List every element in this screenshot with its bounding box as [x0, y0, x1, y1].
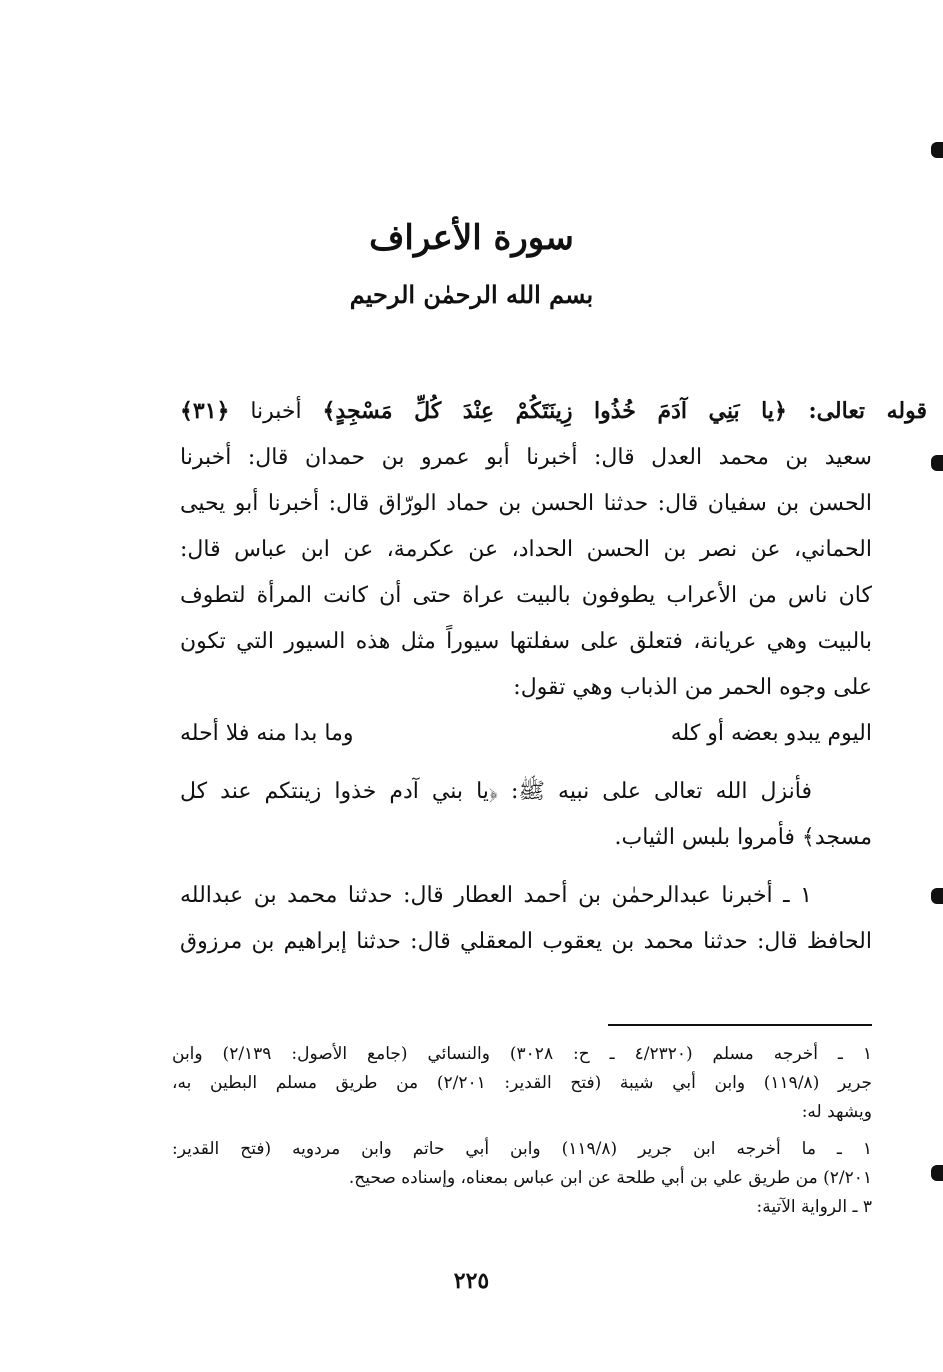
poem-verse: [180, 711, 872, 757]
body-line: الحسن بن سفيان قال: حدثنا الحسن بن حماد الورّاق قال: أخبرنا أبو يحيى: [180, 491, 872, 516]
verse-line: [180, 388, 927, 435]
body-line: سعيد بن محمد العدل قال: أخبرنا أبو عمرو بن حمدان قال: أخبرنا: [180, 445, 872, 470]
body-line: الحماني، عن نصر بن الحسن الحداد، عن عكرمة، عن ابن عباس قال:: [180, 537, 872, 562]
verse-rest: أخبرنا: [250, 399, 323, 424]
margin-mark: [931, 888, 943, 904]
footnote-line: ١ ـ ما أخرجه ابن جرير (١١٩/٨) وابن أبي حاتم وابن مردويه (فتح القدير:: [172, 1139, 873, 1159]
footnote-line: ويشهد له:: [801, 1102, 872, 1122]
footnotes: [172, 1040, 872, 1222]
hadith-line: الحافظ قال: حدثنا محمد بن يعقوب المعقلي قال: حدثنا إبراهيم بن مرزوق: [180, 929, 872, 954]
verse-intro: قوله تعالى:: [786, 398, 927, 424]
surah-title: سورة الأعراف: [369, 218, 574, 258]
poem-second-hemistich: وما بدا منه فلا أحله: [180, 721, 354, 746]
margin-mark: [931, 142, 943, 158]
basmala: بسم الله الرحمٰن الرحيم: [349, 280, 594, 309]
margin-mark: [931, 1165, 943, 1181]
page-number: ٢٢٥: [453, 1268, 490, 1294]
poem-first-hemistich: اليوم يبدو بعضه أو كله: [670, 721, 872, 746]
revelation-line: فأنزل الله تعالى على نبيه ﷺ: ﴿يا بني آدم خذوا زينتكم عند كل: [180, 779, 812, 804]
footnote-line: ٣ ـ الرواية الآتية:: [756, 1197, 872, 1217]
revelation-line: مسجد﴾ فأمروا بلبس الثياب.: [614, 825, 872, 850]
main-text: [180, 388, 927, 965]
body-line: على وجوه الحمر من الذباب وهي تقول:: [513, 675, 872, 700]
hadith-line: ١ ـ أخبرنا عبدالرحمٰن بن أحمد العطار قال: حدثنا محمد بن عبدالله: [180, 883, 812, 908]
body-line: بالبيت وهي عريانة، فتعلق على سفلتها سيوراً مثل هذه السيور التي تكون: [180, 629, 872, 654]
body-line: كان ناس من الأعراب يطوفون بالبيت عراة حتى أن كانت المرأة لتطوف: [180, 583, 872, 608]
footnote-line: ٢/٢٠١) من طريق علي بن أبي طلحة عن ابن عباس بمعناه، وإسناده صحيح.: [348, 1168, 872, 1188]
footnote-divider: [608, 1024, 872, 1026]
footnote-line: جرير (١١٩/٨) وابن أبي شيبة (فتح القدير: ٢/٢٠١) من طريق مسلم البطين به،: [172, 1073, 872, 1093]
margin-mark: [931, 455, 943, 471]
footnote-line: ١ ـ أخرجه مسلم (٤/٢٣٢٠ ـ ح: ٣٠٢٨) والنسائي (جامع الأصول: ٢/١٣٩) وابن: [172, 1044, 872, 1064]
verse-quote: ﴿يا بَنِي آدَمَ خُذُوا زِينَتَكُمْ عِنْدَ كُلِّ مَسْجِدٍ﴾: [322, 398, 787, 424]
verse-number: ﴿٣١﴾: [180, 398, 230, 424]
